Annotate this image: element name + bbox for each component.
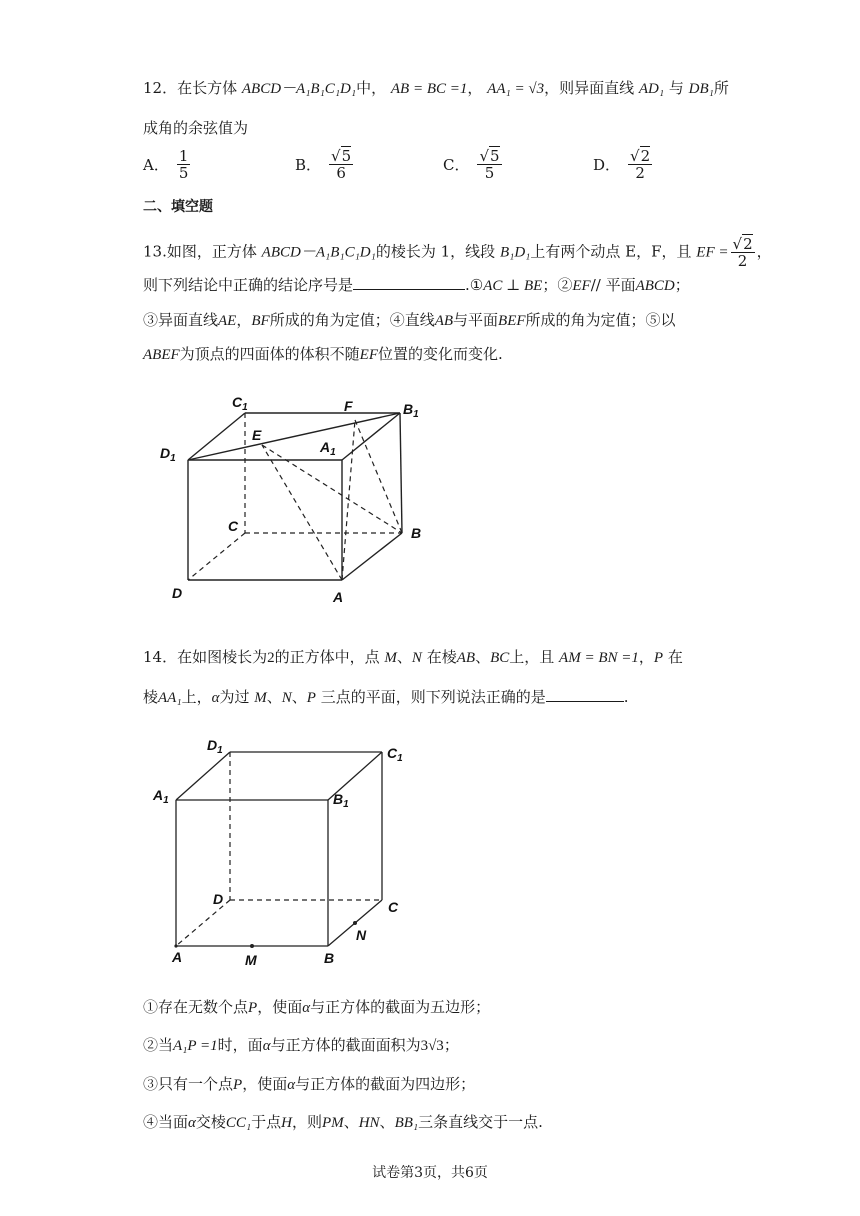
q13-line3: ③异面直线AE，BF所成的角为定值；④直线AB与平面BEF所成的角为定值；⑤以 (143, 311, 676, 329)
option-label: A． (143, 156, 169, 174)
section-heading: 二、填空题 (143, 199, 213, 215)
q13-line2: 则下列结论中正确的结论序号是 .①AC ⊥ BE；②EF// 平面ABCD； (143, 276, 690, 294)
q13-line1: 13.如图，正方体 ABCD－A₁B₁C₁D₁的棱长为 1，线段 B₁D₁上有两个动点 E，F，且 EF = $\frac{√2}{2}$ ， (143, 235, 772, 270)
q13-cube-figure (150, 385, 440, 610)
ef-value: $\frac{√2}{2}$ (732, 235, 753, 270)
label-b1: $B_1$ (333, 791, 349, 810)
q12-cond1: AB = BC =1 (390, 81, 468, 97)
label-b: B (411, 525, 422, 541)
q12-cond2: AA₁ = √3 (487, 81, 545, 97)
label-d1: $D_1$ (207, 737, 223, 756)
q12-option-d (593, 148, 654, 181)
option-value: $\frac{√5}{5}$ (479, 147, 500, 182)
label-f: F (344, 398, 353, 414)
q14-number: 14． (143, 648, 178, 666)
label-c: C (388, 899, 399, 915)
option-label: C． (443, 156, 470, 174)
label-c: C (228, 518, 239, 534)
q14-statement-2: ②当A₁P =1时，面α与正方体的截面面积为3√3； (143, 1036, 459, 1054)
label-a1: $A_1$ (320, 439, 336, 458)
option-label: D． (593, 156, 621, 174)
label-b: B (324, 950, 335, 966)
label-b1: $B_1$ (403, 401, 419, 420)
label-d: D (213, 891, 224, 907)
page-footer: 试卷第3页，共6页 (372, 1165, 488, 1181)
point-a (174, 944, 177, 947)
point-m (250, 944, 254, 948)
label-a1: $A_1$ (153, 787, 169, 806)
label-n: N (356, 927, 367, 943)
label-d: D (172, 585, 183, 601)
q14-statement-1: ①存在无数个点P，使面α与正方体的截面为五边形； (143, 998, 491, 1016)
label-a: A (172, 949, 183, 965)
q14-line1: 14．在如图棱长为2的正方体中，点 M、N 在棱AB、BC上，且 AM = BN =1，P 在 (143, 648, 683, 666)
q12-solid: ABCD－A₁B₁C₁D₁ (241, 81, 357, 97)
q14-statement-4: ④当面α交棱CC₁于点H，则PM、HN、BB₁三条直线交于一点. (143, 1113, 543, 1131)
label-d1: $D_1$ (160, 445, 176, 464)
q12-number: 12． (143, 79, 178, 97)
q14-statement-3: ③只有一个点P，使面α与正方体的截面为四边形； (143, 1075, 476, 1093)
answer-blank[interactable] (353, 289, 465, 290)
q12-line-ad1: AD₁ (638, 81, 665, 97)
q12-line-db1: DB₁ (688, 81, 714, 97)
q12-option-a (143, 148, 192, 181)
label-a: A (333, 589, 344, 605)
q12-option-b (295, 148, 355, 181)
option-value: $\frac{√5}{6}$ (331, 147, 352, 182)
q13-line4: ABEF为顶点的四面体的体积不随EF位置的变化而变化. (143, 345, 503, 363)
label-e: E (252, 427, 262, 443)
label-c1: $C_1$ (387, 745, 403, 764)
answer-blank[interactable] (546, 701, 624, 702)
label-c1: $C_1$ (232, 394, 248, 413)
option-value: $\frac{1}{5}$ (178, 147, 189, 182)
option-label: B． (295, 156, 322, 174)
q14-cube-figure (148, 735, 418, 970)
label-m: M (245, 952, 257, 968)
point-n (353, 921, 357, 925)
q13-number: 13 (143, 242, 163, 261)
q12-line1: 12．在长方体 ABCD－A₁B₁C₁D₁中， AB = BC =1， AA₁ = √3，则异面直线 AD₁ 与 DB₁所 (143, 79, 729, 97)
option-value: $\frac{√2}{2}$ (630, 147, 651, 182)
q12-option-c (443, 148, 504, 181)
q14-line2: 棱AA₁上，α为过 M、N、P 三点的平面，则下列说法正确的是 . (143, 688, 629, 706)
q12-line2: 成角的余弦值为 (143, 119, 249, 137)
